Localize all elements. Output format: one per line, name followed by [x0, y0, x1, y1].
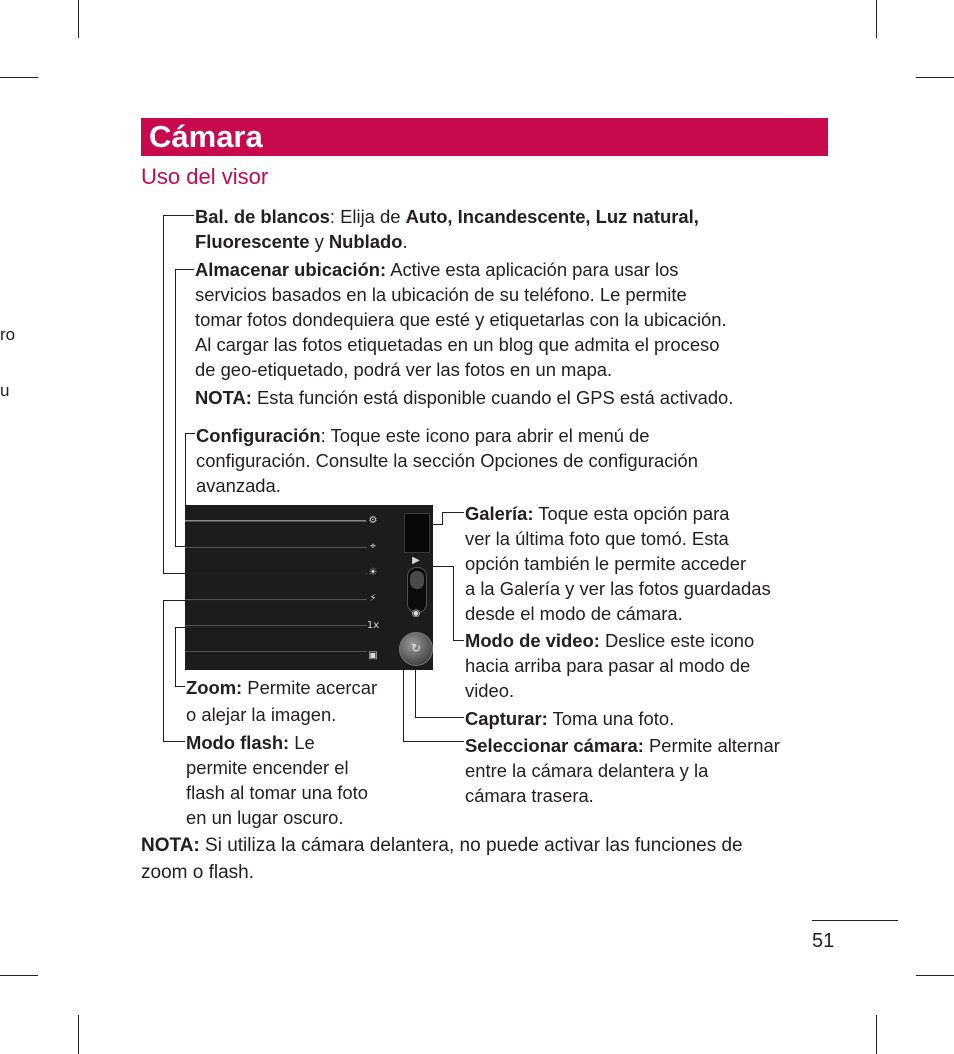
crop-mark — [916, 77, 954, 78]
leader-line — [163, 741, 185, 742]
page-number-rule — [812, 920, 898, 921]
video-mode-switch[interactable] — [407, 567, 427, 613]
leader-line — [403, 741, 464, 742]
leader-line — [185, 520, 366, 521]
leader-line — [442, 512, 443, 525]
leader-line — [175, 627, 366, 628]
crop-mark — [0, 77, 38, 78]
leader-line — [185, 433, 186, 518]
leader-line — [175, 686, 185, 687]
callout-line: o alejar la imagen. — [186, 704, 337, 725]
leader-line — [163, 600, 164, 742]
gallery-thumbnail[interactable] — [404, 513, 430, 553]
callout-settings: Configuración: Toque este icono para abrir el menú de — [196, 425, 650, 446]
video-icon: ▶ — [412, 555, 420, 566]
margin-fragment: u — [0, 381, 10, 400]
leader-line — [185, 433, 195, 434]
callout-term: Zoom: — [186, 677, 243, 698]
callout-select-camera: Seleccionar cámara: Permite alternar — [465, 735, 780, 756]
leader-line — [175, 546, 366, 547]
callout-location-note: NOTA: Esta función está disponible cuando el GPS está activado. — [195, 387, 734, 408]
callout-line: ver la última foto que tomó. Esta — [465, 528, 729, 549]
callout-line: permite encender el — [186, 757, 349, 778]
crop-mark — [876, 1015, 877, 1054]
callout-term: Galería: — [465, 503, 534, 524]
section-subtitle: Uso del visor — [141, 164, 269, 189]
callout-term: Modo flash: — [186, 732, 290, 753]
leader-line — [175, 269, 176, 547]
callout-capture: Capturar: Toma una foto. — [465, 708, 675, 729]
crop-mark — [78, 1015, 79, 1054]
switch-knob[interactable] — [410, 571, 424, 589]
gallery-icon[interactable]: ▣ — [368, 650, 378, 661]
flash-icon[interactable]: ⚡ — [369, 593, 377, 604]
callout-term: Bal. de blancos — [195, 206, 330, 227]
callout-line: tomar fotos dondequiera que esté y etiquetarlas con la ubicación. — [195, 309, 727, 330]
leader-line — [442, 512, 464, 513]
crop-mark — [876, 0, 877, 38]
divider — [185, 521, 367, 522]
divider — [185, 547, 367, 548]
callout-white-balance-line2: Fluorescente y Nublado. — [195, 231, 408, 252]
callout-term: Seleccionar cámara: — [465, 735, 644, 756]
shutter-button[interactable] — [399, 632, 433, 666]
callout-line: avanzada. — [196, 475, 281, 496]
crop-mark — [916, 975, 954, 976]
leader-line — [415, 717, 464, 718]
callout-term: Modo de video: — [465, 630, 600, 651]
callout-line: de geo-etiquetado, podrá ver las fotos en un mapa. — [195, 359, 613, 380]
leader-line — [163, 215, 194, 216]
leader-line — [175, 627, 176, 687]
leader-line — [415, 670, 416, 718]
leader-line — [433, 566, 453, 567]
zoom-label[interactable]: 1x — [366, 620, 380, 631]
shutter-icon: ↻ — [410, 641, 422, 655]
callout-line: video. — [465, 680, 515, 701]
camera-viewfinder — [185, 505, 433, 670]
callout-line: hacia arriba para pasar al modo de — [465, 655, 751, 676]
leader-line — [403, 670, 404, 742]
margin-fragment: ro — [0, 325, 16, 344]
callout-line: configuración. Consulte la sección Opciones de configuración — [196, 450, 698, 471]
section-banner — [141, 118, 828, 156]
callout-location: Almacenar ubicación: Active esta aplicación para usar los — [195, 259, 679, 280]
bottom-note: NOTA: Si utiliza la cámara delantera, no puede activar las funciones de — [141, 835, 743, 856]
callout-term: Configuración — [196, 425, 321, 446]
callout-line: servicios basados en la ubicación de su teléfono. Le permite — [195, 284, 687, 305]
callout-line: desde el modo de cámara. — [465, 603, 683, 624]
settings-icon[interactable]: ⚙ — [368, 515, 378, 526]
callout-term: Almacenar ubicación: — [195, 259, 387, 280]
leader-line — [163, 215, 164, 574]
page-number: 51 — [812, 930, 835, 952]
callout-gallery: Galería: Toque esta opción para — [465, 503, 730, 524]
callout-white-balance: Bal. de blancos: Elija de Auto, Incandescente, Luz natural, — [195, 206, 699, 227]
divider — [185, 625, 367, 626]
callout-line: en un lugar oscuro. — [186, 807, 344, 828]
callout-video-mode: Modo de video: Deslice este icono — [465, 630, 755, 651]
callout-line: opción también le permite acceder — [465, 553, 747, 574]
leader-line — [433, 524, 442, 525]
callout-line: Al cargar las fotos etiquetadas en un blog que admita el proceso — [195, 334, 720, 355]
leader-line — [453, 566, 454, 641]
callout-zoom: Zoom: Permite acercar — [186, 677, 378, 698]
callout-line: a la Galería y ver las fotos guardadas — [465, 578, 771, 599]
callout-term: Capturar: — [465, 708, 548, 729]
leader-line — [175, 269, 194, 270]
crop-mark — [78, 0, 79, 38]
divider — [185, 651, 367, 652]
camera-icon: ◉ — [411, 608, 421, 619]
white-balance-icon[interactable]: ☀ — [368, 567, 378, 578]
callout-flash-mode: Modo flash: Le — [186, 732, 315, 753]
callout-line: entre la cámara delantera y la — [465, 760, 709, 781]
location-icon[interactable]: ⌖ — [370, 541, 376, 552]
leader-line — [163, 600, 366, 601]
callout-line: flash al tomar una foto — [186, 782, 368, 803]
bottom-note-line2: zoom o flash. — [141, 862, 254, 883]
leader-line — [163, 573, 366, 574]
leader-line — [453, 640, 464, 641]
callout-line: cámara trasera. — [465, 785, 594, 806]
crop-mark — [0, 975, 38, 976]
page-title: Cámara — [149, 119, 263, 154]
